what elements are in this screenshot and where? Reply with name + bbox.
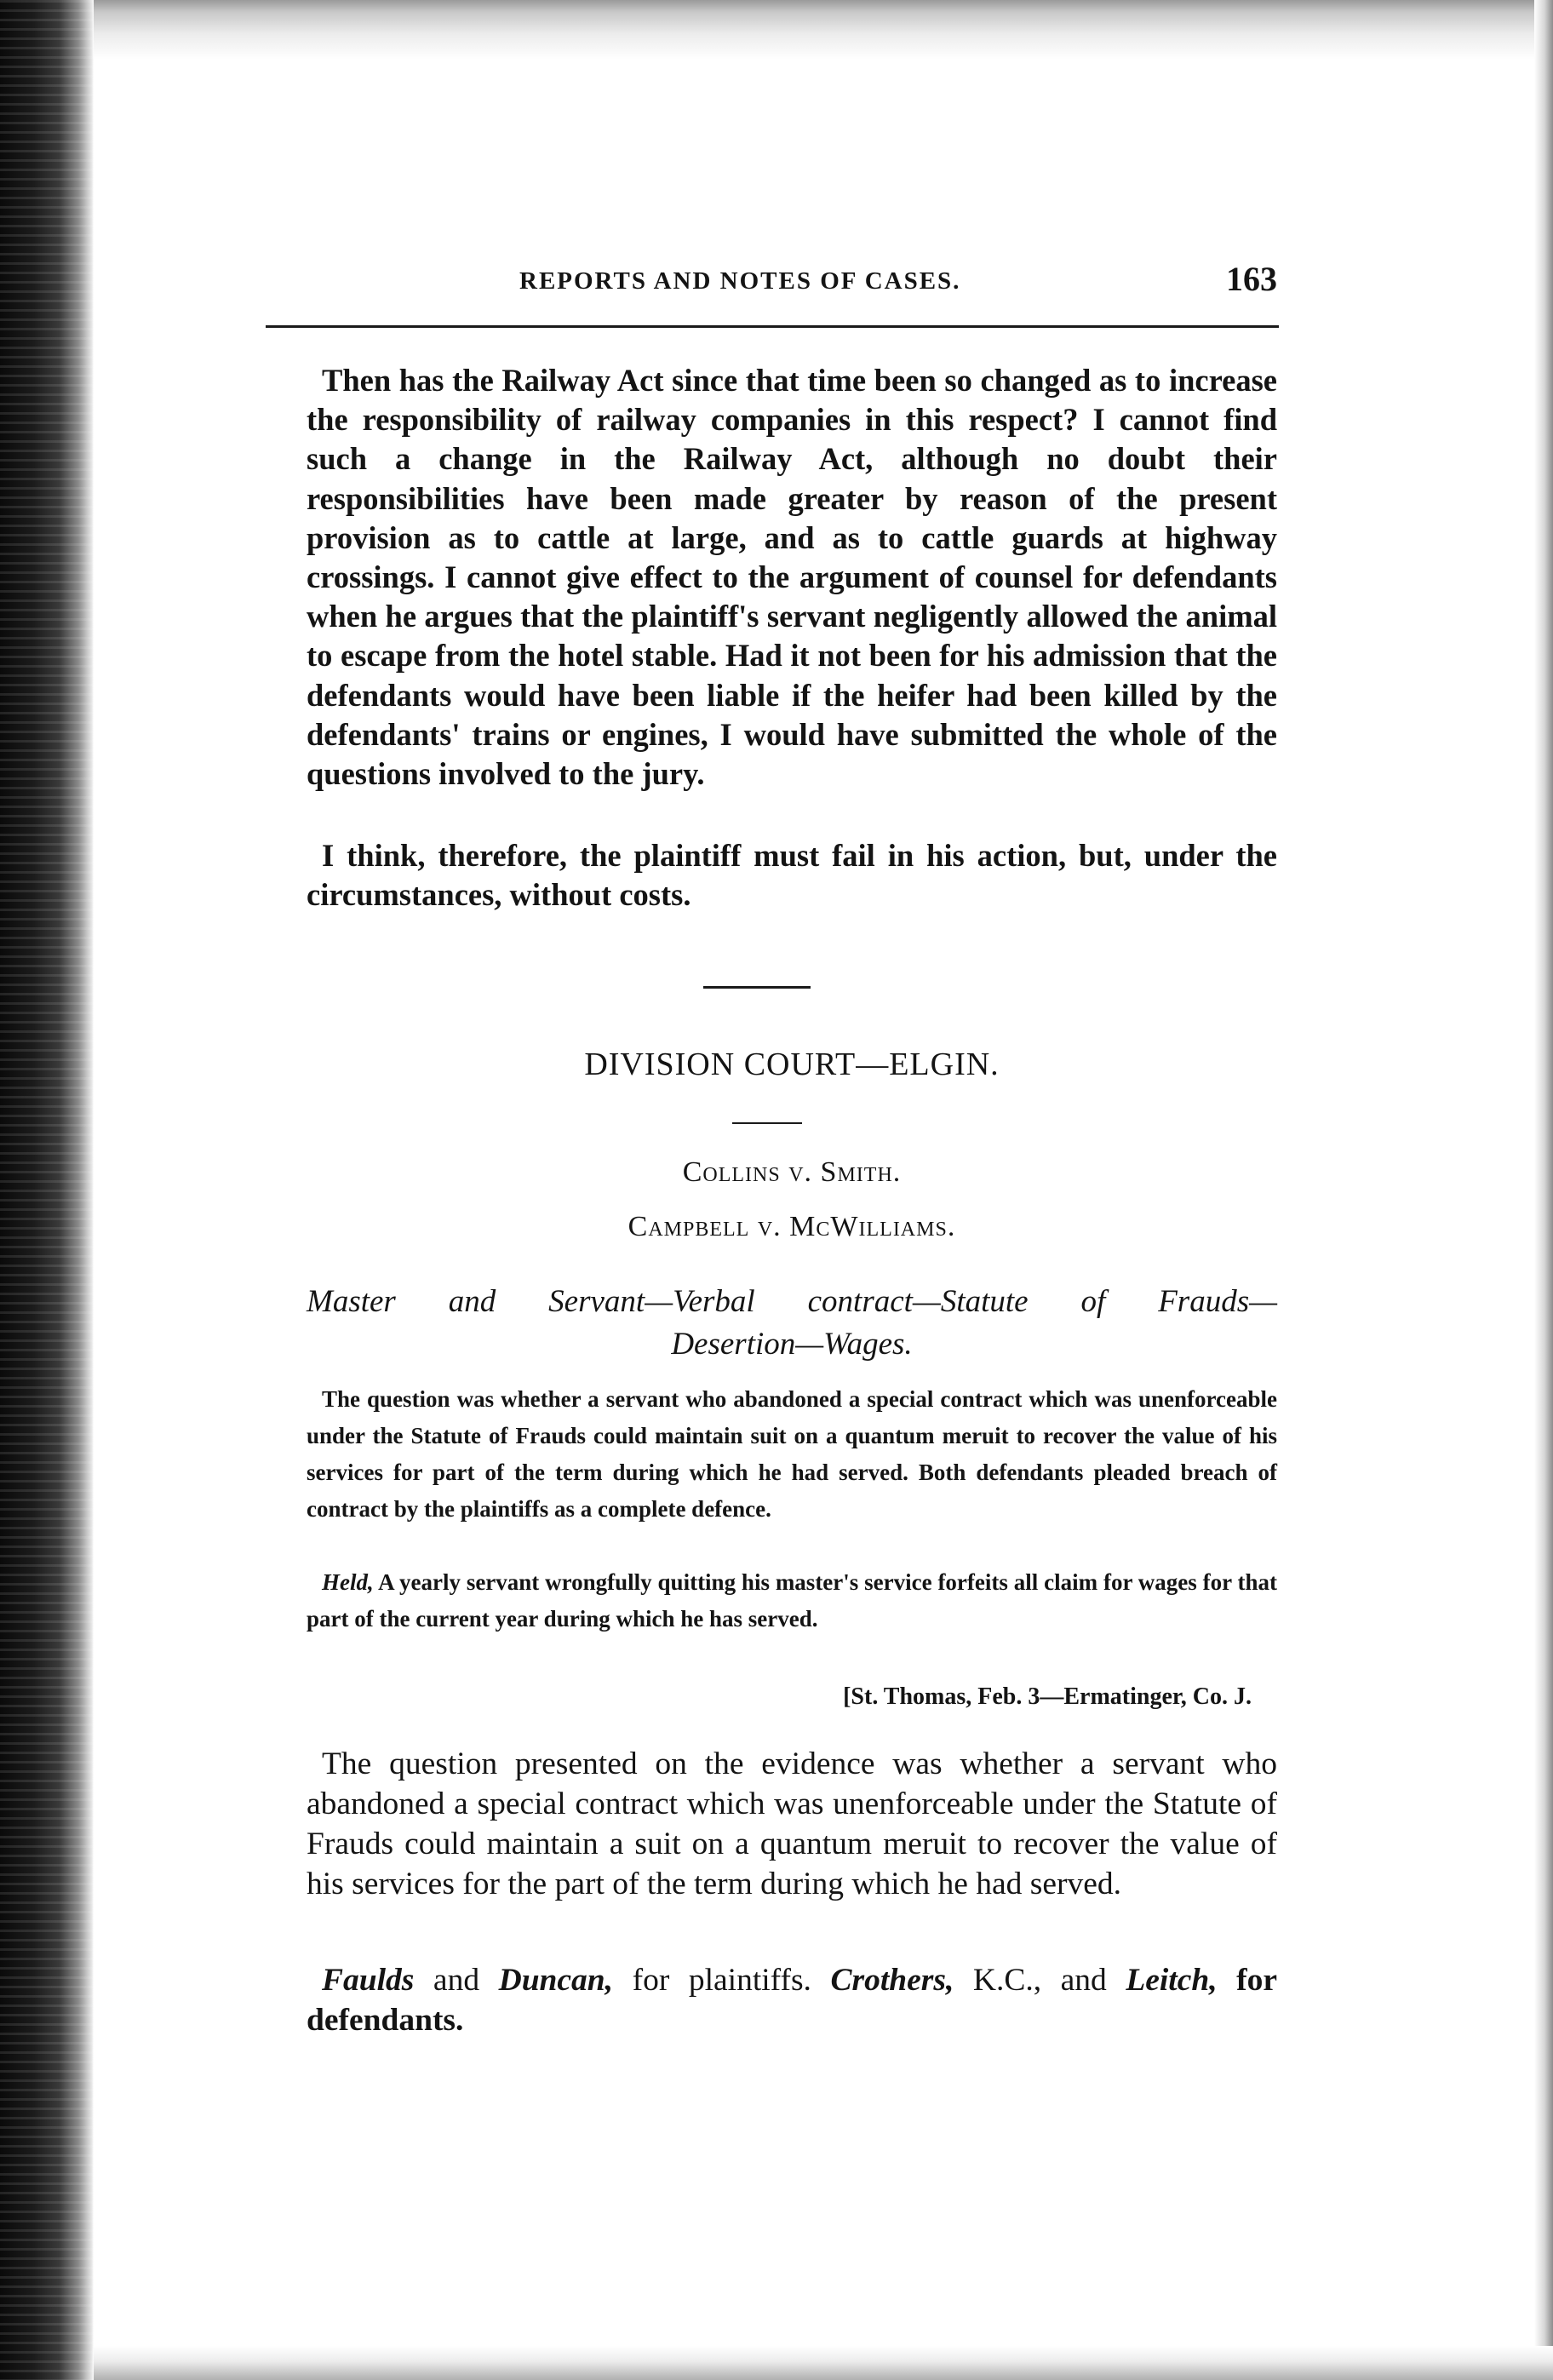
running-head [307, 262, 1277, 313]
page-number: 163 [1226, 260, 1277, 298]
section-divider [703, 986, 811, 989]
headnote-subject-line-1: Master and Servant—Verbal contract—Statute of Frauds— [307, 1284, 1277, 1319]
bottom-scan-edge [94, 2346, 1553, 2380]
counsel-for-plaintiffs: for plaintiffs. [613, 1963, 831, 1998]
counsel-name: Faulds [322, 1963, 415, 1998]
heading-divider [732, 1122, 802, 1124]
right-scan-edge [1534, 0, 1553, 2380]
headnote-held [307, 1564, 1277, 1637]
binding-shadow [0, 0, 94, 2380]
court-citation: [St. Thomas, Feb. 3—Ermatinger, Co. J. [843, 1683, 1252, 1710]
paragraph-conclusion: I think, therefore, the plaintiff must fail in his action, but, under the circumstances, without costs. [307, 838, 1277, 913]
court-heading: DIVISION COURT—ELGIN. [584, 1047, 1000, 1082]
headnote-subject-line-2: Desertion—Wages. [671, 1327, 913, 1362]
case-name-collins: Collins v. Smith. [682, 1156, 902, 1188]
top-scan-edge [94, 0, 1553, 60]
counsel-and: and [414, 1963, 499, 1998]
held-label: Held, [322, 1569, 374, 1595]
counsel-name: Leitch, [1126, 1963, 1218, 1998]
counsel-name: Crothers, [830, 1963, 954, 1998]
headnote-subject [307, 1281, 1277, 1366]
case-name-campbell: Campbell v. McWilliams. [628, 1211, 956, 1242]
counsel-name: Duncan, [498, 1963, 614, 1998]
counsel-for-defendants: for defendants. [307, 1963, 1277, 2038]
header-rule [266, 325, 1279, 328]
paragraph-railway-act: Then has the Railway Act since that time been so changed as to increase the responsibility of railway companies in this respect? I cannot find such a change in the Railway Act, although no doubt their responsibilities have been made greater by reason of the present provision as to cattle at large, and as to cattle guards at highway crossings. I cannot give effect to the argument of counsel for defendants when he argues that the plaintiff's servant negligently allowed the animal to escape from the hotel stable. Had it not been for his admission that the defendants would have been liable if the heifer had been killed by the defendants' trains or engines, I would have submitted the whole of the questions involved to the jury. [307, 363, 1277, 792]
headnote-summary: The question was whether a servant who abandoned a special contract which was unenforceable under the Statute of Frauds could maintain suit on a quantum meruit to recover the value of his services for part of the term during which he had served. Both defendants pleaded breach of contract by the plaintiffs as a complete defence. [307, 1386, 1277, 1522]
running-title: REPORTS AND NOTES OF CASES. [519, 267, 961, 295]
paragraph-question: The question presented on the evidence was whether a servant who abandoned a special contract which was unenforceable under the Statute of Frauds could maintain a suit on a quantum meruit to recover the value of his services for the part of the term during which he had served. [307, 1746, 1277, 1901]
held-text: A yearly servant wrongfully quitting his master's service forfeits all claim for wages for that part of the current year during which he has served. [307, 1569, 1277, 1632]
paragraph-counsel [307, 1960, 1277, 2040]
counsel-kc-and: K.C., and [954, 1963, 1126, 1998]
